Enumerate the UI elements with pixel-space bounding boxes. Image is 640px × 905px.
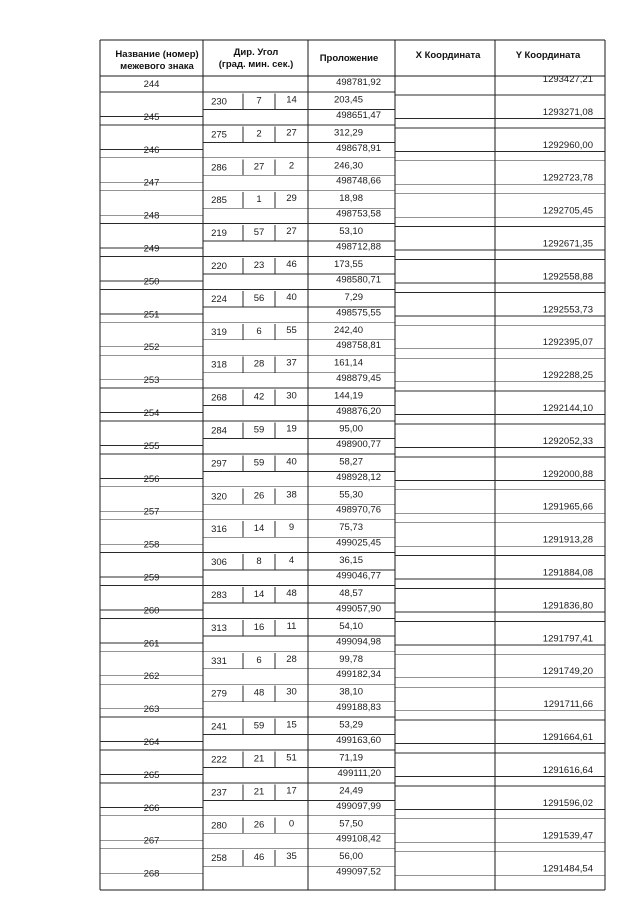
header-angle-line2: (град. мин. сек.) xyxy=(218,59,294,70)
point-y-coordinate: 1291913,28 xyxy=(542,534,593,546)
point-name: 245 xyxy=(143,111,160,123)
point-name: 247 xyxy=(143,177,160,189)
point-name: 252 xyxy=(143,342,160,354)
segment-degrees: 318 xyxy=(211,359,227,371)
segment-seconds: 30 xyxy=(286,686,297,698)
point-y-coordinate: 1293271,08 xyxy=(542,106,593,118)
point-name: 267 xyxy=(143,835,160,847)
segment-minutes: 14 xyxy=(253,523,265,535)
segment-degrees: 316 xyxy=(211,524,227,536)
point-y-coordinate: 1291484,54 xyxy=(542,863,593,875)
point-x-coordinate: 498580,71 xyxy=(336,274,381,286)
segment-degrees: 286 xyxy=(211,162,227,174)
point-y-coordinate: 1292960,00 xyxy=(542,139,593,151)
point-x-coordinate: 499182,34 xyxy=(336,669,381,681)
point-x-coordinate: 499057,90 xyxy=(336,603,381,615)
segment-minutes: 56 xyxy=(253,292,265,304)
point-name: 251 xyxy=(143,309,160,321)
point-x-coordinate: 499111,20 xyxy=(337,767,381,779)
segment-degrees: 219 xyxy=(211,228,227,240)
segment-minutes: 48 xyxy=(253,687,265,699)
segment-length: 53,29 xyxy=(339,719,363,731)
point-y-coordinate: 1291596,02 xyxy=(542,797,593,809)
segment-length: 56,00 xyxy=(339,851,363,863)
segment-length: 48,57 xyxy=(339,587,363,599)
segment-minutes: 21 xyxy=(253,786,265,798)
segment-minutes: 46 xyxy=(253,852,265,864)
point-y-coordinate: 1291711,66 xyxy=(543,699,593,711)
segment-seconds: 19 xyxy=(286,423,297,435)
segment-minutes: 6 xyxy=(256,654,262,666)
segment-degrees: 319 xyxy=(211,326,227,338)
segment-degrees: 297 xyxy=(211,458,227,470)
point-name: 250 xyxy=(143,276,160,288)
segment-minutes: 16 xyxy=(253,621,265,633)
segment-seconds: 46 xyxy=(286,258,297,270)
point-name: 263 xyxy=(143,704,160,716)
point-y-coordinate: 1293427,21 xyxy=(542,74,593,85)
segment-length: 36,15 xyxy=(339,555,363,567)
segment-degrees: 241 xyxy=(211,721,227,733)
header-y-coordinate: Y Координата xyxy=(515,50,581,61)
segment-length: 75,73 xyxy=(339,522,363,534)
point-x-coordinate: 498651,47 xyxy=(336,109,381,121)
point-x-coordinate: 499163,60 xyxy=(336,735,381,746)
segment-length: 246,30 xyxy=(333,160,363,172)
point-y-coordinate: 1292558,88 xyxy=(542,271,593,283)
point-x-coordinate: 498712,88 xyxy=(336,241,381,253)
segment-degrees: 331 xyxy=(211,655,227,667)
segment-seconds: 0 xyxy=(288,818,295,830)
point-x-coordinate: 498748,66 xyxy=(336,175,381,187)
header-length: Проложение xyxy=(319,53,379,64)
segment-minutes: 59 xyxy=(253,457,265,469)
segment-length: 173,55 xyxy=(333,258,363,270)
segment-seconds: 38 xyxy=(286,489,297,501)
segment-minutes: 2 xyxy=(256,128,262,140)
point-x-coordinate: 499094,98 xyxy=(336,636,381,648)
point-x-coordinate: 498575,55 xyxy=(336,307,381,319)
point-name: 268 xyxy=(143,868,160,880)
point-x-coordinate: 499046,77 xyxy=(336,570,381,582)
segment-minutes: 6 xyxy=(256,325,262,337)
point-x-coordinate: 498879,45 xyxy=(336,373,381,385)
point-y-coordinate: 1292052,33 xyxy=(542,435,593,447)
segment-length: 312,29 xyxy=(333,127,363,139)
segment-seconds: 9 xyxy=(288,522,295,534)
segment-minutes: 14 xyxy=(253,588,265,600)
point-y-coordinate: 1292553,73 xyxy=(542,304,593,316)
segment-minutes: 26 xyxy=(253,490,265,502)
point-x-coordinate: 498876,20 xyxy=(336,406,381,417)
header-angle-line1: Дир. Угол xyxy=(233,47,279,58)
segment-degrees: 279 xyxy=(211,688,227,700)
point-name: 260 xyxy=(143,605,160,617)
segment-degrees: 222 xyxy=(211,754,227,766)
segment-degrees: 224 xyxy=(211,293,227,305)
segment-degrees: 275 xyxy=(211,129,227,141)
segment-length: 54,10 xyxy=(339,620,363,632)
point-name: 249 xyxy=(143,243,160,255)
point-x-coordinate: 499188,83 xyxy=(336,702,381,714)
point-y-coordinate: 1291884,08 xyxy=(542,567,593,579)
segment-length: 53,10 xyxy=(339,226,363,238)
segment-length: 58,27 xyxy=(339,456,363,468)
point-y-coordinate: 1292000,88 xyxy=(542,468,593,480)
segment-degrees: 268 xyxy=(211,392,227,404)
header-x-coordinate: X Координата xyxy=(415,50,481,61)
segment-seconds: 35 xyxy=(286,851,297,863)
segment-minutes: 28 xyxy=(253,358,265,370)
segment-minutes: 59 xyxy=(253,720,265,732)
point-x-coordinate: 499108,42 xyxy=(336,833,381,845)
point-y-coordinate: 1291965,66 xyxy=(542,501,593,513)
segment-length: 24,49 xyxy=(339,785,363,797)
segment-length: 144,19 xyxy=(333,390,363,402)
point-name: 253 xyxy=(143,375,160,387)
point-name: 254 xyxy=(143,408,160,419)
point-y-coordinate: 1291797,41 xyxy=(542,633,593,645)
point-name: 258 xyxy=(143,539,160,551)
point-name: 246 xyxy=(143,144,160,156)
table-body xyxy=(144,74,593,880)
point-name: 244 xyxy=(143,79,160,90)
point-y-coordinate: 1292671,35 xyxy=(542,238,593,250)
point-name: 265 xyxy=(143,769,160,781)
segment-seconds: 40 xyxy=(286,456,297,468)
segment-seconds: 14 xyxy=(286,94,297,106)
segment-seconds: 27 xyxy=(286,226,297,238)
segment-degrees: 306 xyxy=(211,557,227,569)
header-name-line1: Название (номер) xyxy=(115,49,199,60)
segment-degrees: 220 xyxy=(211,260,227,272)
point-x-coordinate: 498970,76 xyxy=(336,504,381,516)
segment-minutes: 8 xyxy=(256,556,262,568)
segment-minutes: 1 xyxy=(256,194,262,206)
point-x-coordinate: 498678,91 xyxy=(336,142,381,154)
point-name: 261 xyxy=(143,638,160,650)
segment-seconds: 30 xyxy=(286,390,297,402)
segment-length: 242,40 xyxy=(333,324,363,336)
segment-length: 203,45 xyxy=(333,94,363,106)
segment-seconds: 48 xyxy=(286,587,297,599)
point-x-coordinate: 498928,12 xyxy=(336,471,381,483)
segment-seconds: 11 xyxy=(286,620,297,632)
point-x-coordinate: 498781,92 xyxy=(336,77,381,88)
point-name: 255 xyxy=(143,440,160,452)
point-name: 248 xyxy=(143,210,160,222)
segment-minutes: 57 xyxy=(253,227,265,239)
segment-degrees: 258 xyxy=(211,853,227,865)
segment-length: 7,29 xyxy=(344,291,363,303)
segment-degrees: 285 xyxy=(211,195,227,207)
segment-minutes: 21 xyxy=(253,753,265,765)
segment-seconds: 27 xyxy=(286,127,297,139)
point-y-coordinate: 1292395,07 xyxy=(542,337,593,349)
segment-minutes: 42 xyxy=(253,391,265,403)
segment-degrees: 237 xyxy=(211,787,227,799)
segment-degrees: 313 xyxy=(211,622,227,634)
point-y-coordinate: 1291749,20 xyxy=(542,666,593,678)
point-y-coordinate: 1291664,61 xyxy=(542,732,593,743)
segment-degrees: 280 xyxy=(211,820,227,832)
segment-minutes: 59 xyxy=(253,424,265,436)
segment-minutes: 23 xyxy=(253,259,265,271)
point-x-coordinate: 499097,99 xyxy=(336,800,381,812)
segment-degrees: 320 xyxy=(211,491,227,503)
segment-seconds: 2 xyxy=(288,160,295,172)
segment-seconds: 29 xyxy=(286,193,297,205)
point-y-coordinate: 1291836,80 xyxy=(542,600,593,612)
point-name: 256 xyxy=(143,473,160,485)
point-y-coordinate: 1291616,64 xyxy=(542,764,593,776)
point-y-coordinate: 1291539,47 xyxy=(542,830,593,842)
segment-length: 161,14 xyxy=(333,357,363,369)
point-x-coordinate: 499097,52 xyxy=(336,866,381,878)
point-name: 264 xyxy=(143,737,160,748)
segment-seconds: 4 xyxy=(288,555,295,567)
segment-seconds: 37 xyxy=(286,357,297,369)
point-x-coordinate: 498753,58 xyxy=(336,208,381,220)
segment-seconds: 15 xyxy=(286,719,297,731)
segment-seconds: 28 xyxy=(286,653,297,665)
point-name: 266 xyxy=(143,802,160,814)
point-y-coordinate: 1292144,10 xyxy=(542,403,593,414)
header-name-line2: межевого знака xyxy=(120,61,194,72)
point-name: 259 xyxy=(143,572,160,584)
segment-length: 71,19 xyxy=(339,752,363,764)
point-y-coordinate: 1292723,78 xyxy=(542,172,593,184)
point-name: 262 xyxy=(143,671,160,683)
segment-minutes: 26 xyxy=(253,819,265,831)
segment-degrees: 230 xyxy=(211,96,227,108)
point-y-coordinate: 1292705,45 xyxy=(542,205,593,217)
point-x-coordinate: 499025,45 xyxy=(336,537,381,549)
segment-seconds: 17 xyxy=(286,785,297,797)
segment-seconds: 55 xyxy=(286,324,297,336)
point-x-coordinate: 498900,77 xyxy=(336,438,381,450)
table-header xyxy=(115,47,581,72)
segment-length: 99,78 xyxy=(339,653,363,665)
segment-length: 57,50 xyxy=(339,818,363,830)
segment-degrees: 283 xyxy=(211,589,227,601)
segment-degrees: 284 xyxy=(211,425,227,437)
point-y-coordinate: 1292288,25 xyxy=(542,370,593,382)
point-x-coordinate: 498758,81 xyxy=(336,340,381,352)
segment-length: 38,10 xyxy=(339,686,363,698)
segment-length: 18,98 xyxy=(339,193,363,205)
segment-minutes: 7 xyxy=(256,95,262,107)
segment-seconds: 51 xyxy=(286,752,297,764)
segment-length: 95,00 xyxy=(339,423,363,435)
point-name: 257 xyxy=(143,506,160,518)
segment-length: 55,30 xyxy=(339,489,363,501)
segment-seconds: 40 xyxy=(286,291,297,303)
segment-minutes: 27 xyxy=(253,161,265,173)
